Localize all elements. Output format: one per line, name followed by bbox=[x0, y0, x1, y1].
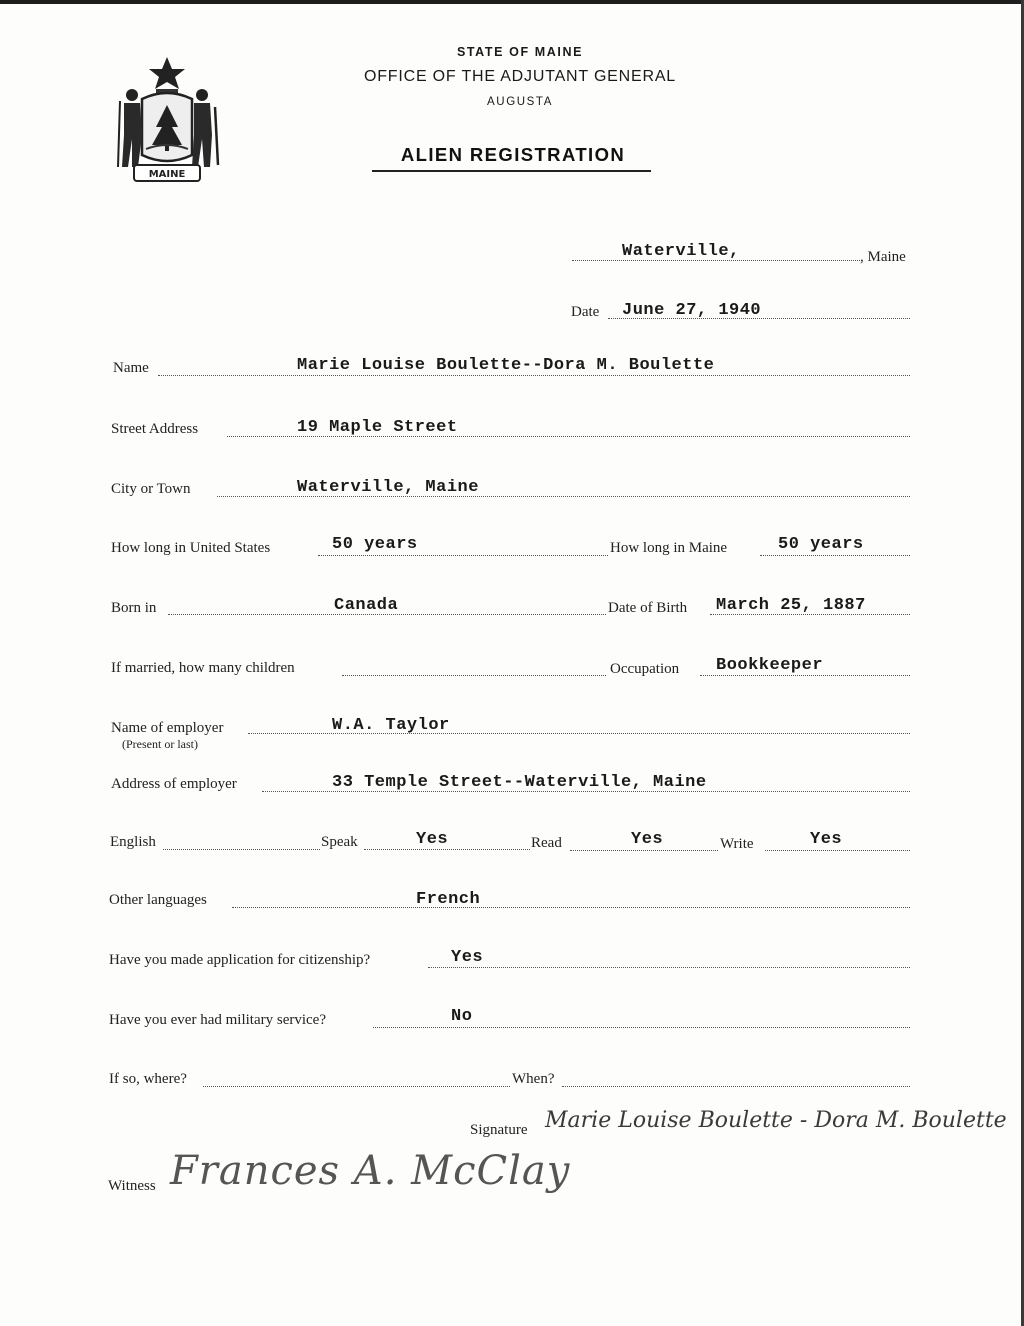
english-field-line bbox=[163, 849, 320, 850]
city-label: City or Town bbox=[111, 481, 191, 497]
occupation-label: Occupation bbox=[610, 661, 680, 677]
military-value: No bbox=[451, 1007, 473, 1026]
military-label: Have you ever had military service? bbox=[109, 1012, 326, 1028]
signature-label: Signature bbox=[470, 1122, 528, 1138]
other-languages-label: Other languages bbox=[109, 892, 207, 908]
header-state: STATE OF MAINE bbox=[456, 45, 584, 59]
citizenship-field-line bbox=[428, 967, 910, 968]
other-languages-value: French bbox=[416, 890, 481, 909]
when-field-line bbox=[562, 1086, 910, 1087]
military-field-line bbox=[373, 1027, 910, 1028]
employer-label: Name of employer bbox=[111, 720, 224, 736]
occupation-value: Bookkeeper bbox=[716, 656, 824, 675]
date-of-birth-value: March 25, 1887 bbox=[716, 596, 866, 615]
form-title: ALIEN REGISTRATION bbox=[400, 144, 626, 165]
street-address-value: 19 Maple Street bbox=[297, 418, 458, 437]
born-in-value: Canada bbox=[334, 596, 399, 615]
write-field-line bbox=[765, 850, 910, 851]
witness-signature-value: Frances A. McClay bbox=[170, 1148, 571, 1194]
where-field-line bbox=[203, 1086, 510, 1087]
place-suffix-label: , Maine bbox=[860, 249, 906, 265]
seal-banner-text: MAINE bbox=[148, 169, 186, 180]
speak-field-line bbox=[364, 849, 530, 850]
children-label: If married, how many children bbox=[111, 660, 295, 676]
employer-address-value: 33 Temple Street--Waterville, Maine bbox=[332, 773, 707, 792]
employer-value: W.A. Taylor bbox=[332, 716, 450, 735]
read-field-line bbox=[570, 850, 718, 851]
place-value: Waterville, bbox=[622, 242, 740, 261]
name-label: Name bbox=[113, 360, 149, 376]
years-maine-label: How long in Maine bbox=[610, 540, 728, 556]
signature-value: Marie Louise Boulette - Dora M. Boulette bbox=[545, 1108, 1007, 1133]
write-value: Yes bbox=[810, 830, 843, 849]
born-in-label: Born in bbox=[111, 600, 157, 616]
citizenship-value: Yes bbox=[451, 948, 484, 967]
citizenship-label: Have you made application for citizenship? bbox=[109, 952, 371, 968]
scan-edge-top bbox=[0, 0, 1024, 4]
years-us-label: How long in United States bbox=[111, 540, 271, 556]
read-label: Read bbox=[531, 835, 562, 851]
write-label: Write bbox=[720, 836, 754, 852]
when-label: When? bbox=[512, 1071, 555, 1087]
years-maine-value: 50 years bbox=[778, 535, 864, 554]
witness-label: Witness bbox=[108, 1178, 156, 1194]
speak-label: Speak bbox=[321, 834, 358, 850]
street-address-label: Street Address bbox=[111, 421, 199, 437]
maine-state-seal-icon bbox=[112, 55, 222, 185]
years-maine-field-line bbox=[760, 555, 910, 556]
speak-value: Yes bbox=[416, 830, 449, 849]
name-field-line bbox=[158, 375, 910, 376]
date-label: Date bbox=[571, 304, 600, 320]
years-us-value: 50 years bbox=[332, 535, 418, 554]
occupation-field-line bbox=[700, 675, 910, 676]
employer-sublabel: (Present or last) bbox=[122, 737, 198, 751]
header-city: AUGUSTA bbox=[487, 96, 553, 108]
date-of-birth-label: Date of Birth bbox=[608, 600, 688, 616]
children-field-line bbox=[342, 675, 606, 676]
read-value: Yes bbox=[631, 830, 664, 849]
other-languages-field-line bbox=[232, 907, 910, 908]
english-label: English bbox=[110, 834, 156, 850]
date-value: June 27, 1940 bbox=[622, 301, 762, 320]
where-label: If so, where? bbox=[109, 1071, 187, 1087]
title-underline bbox=[372, 170, 651, 172]
name-value: Marie Louise Boulette--Dora M. Boulette bbox=[297, 356, 715, 375]
city-value: Waterville, Maine bbox=[297, 478, 479, 497]
header-office: OFFICE OF THE ADJUTANT GENERAL bbox=[363, 68, 677, 85]
years-us-field-line bbox=[318, 555, 608, 556]
employer-address-label: Address of employer bbox=[111, 776, 237, 792]
